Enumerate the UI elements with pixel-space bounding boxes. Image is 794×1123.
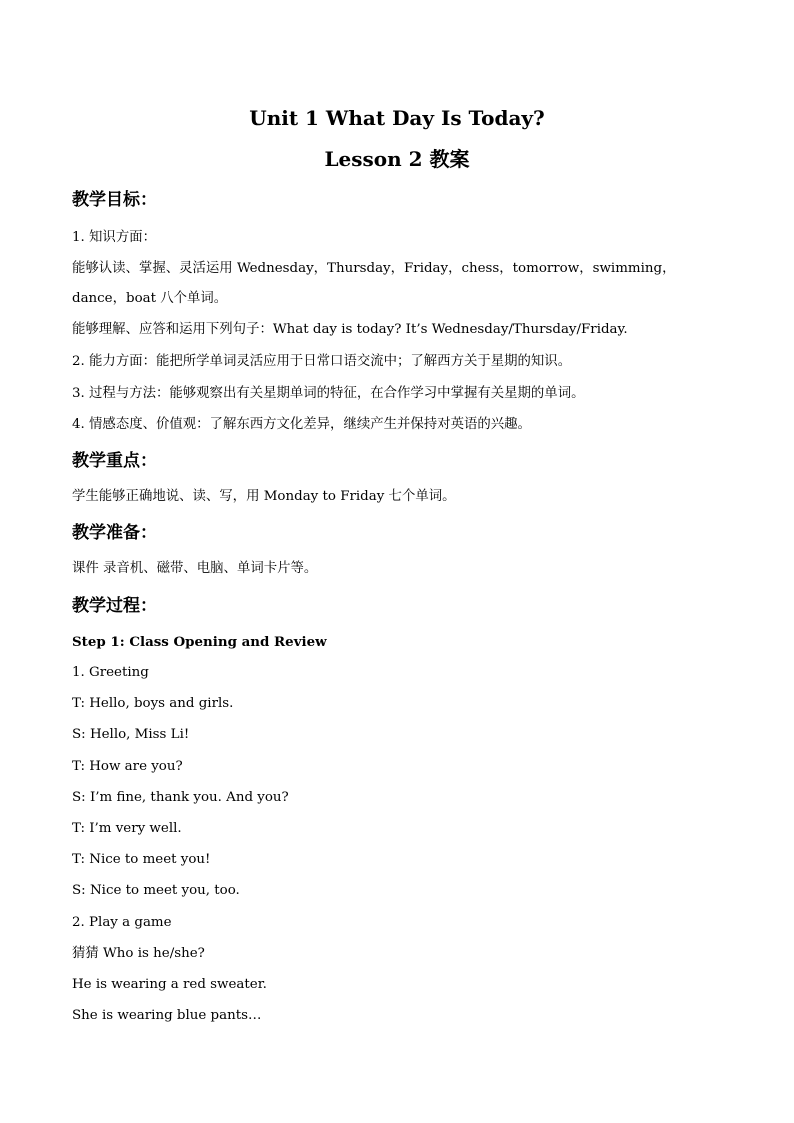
- objectives-heading: 教学目标：: [72, 190, 157, 210]
- preparation-heading: 教学准备：: [72, 523, 157, 543]
- key-points-line: 学生能够正确地说、读、写，用 Monday to Friday 七个单词。: [72, 489, 456, 504]
- document-title: Unit 1 What Day Is Today?: [249, 106, 545, 130]
- preparation-line: 课件 录音机、磁带、电脑、单词卡片等。: [72, 561, 318, 576]
- objectives-line: 4. 情感态度、价值观：了解东西方文化差异，继续产生并保持对英语的兴趣。: [72, 417, 531, 432]
- objectives-line: 1. 知识方面：: [72, 230, 156, 245]
- process-line: S: Hello, Miss Li!: [72, 727, 190, 742]
- process-line: He is wearing a red sweater.: [72, 977, 267, 992]
- process-line: T: I’m very well.: [72, 821, 182, 836]
- objectives-line: 2. 能力方面：能把所学单词灵活应用于日常口语交流中；了解西方关于星期的知识。: [72, 354, 572, 369]
- process-line: T: Hello, boys and girls.: [72, 696, 234, 711]
- process-heading: 教学过程：: [72, 596, 157, 616]
- objectives-line: 3. 过程与方法：能够观察出有关星期单词的特征，在合作学习中掌握有关星期的单词。: [72, 386, 585, 401]
- key-points-heading: 教学重点：: [72, 451, 157, 471]
- process-line: T: How are you?: [72, 759, 183, 774]
- objectives-line: 能够理解、应答和运用下列句子：What day is today? It’s Wednesday/Thursday/Friday.: [72, 322, 628, 337]
- objectives-line: 能够认读、掌握、灵活运用 Wednesday，Thursday，Friday，chess，tomorrow，swimming，: [72, 261, 676, 276]
- process-line: 猜猜 Who is he/she?: [72, 946, 205, 961]
- process-line: 1. Greeting: [72, 665, 149, 680]
- document-subtitle: Lesson 2 教案: [324, 147, 470, 171]
- process-line: She is wearing blue pants…: [72, 1008, 262, 1023]
- process-line: T: Nice to meet you!: [72, 852, 211, 867]
- process-line: S: I’m fine, thank you. And you?: [72, 790, 289, 805]
- objectives-line: dance，boat 八个单词。: [72, 291, 228, 306]
- process-line: S: Nice to meet you, too.: [72, 883, 240, 898]
- process-line: 2. Play a game: [72, 915, 172, 930]
- step1-title: Step 1: Class Opening and Review: [72, 634, 327, 650]
